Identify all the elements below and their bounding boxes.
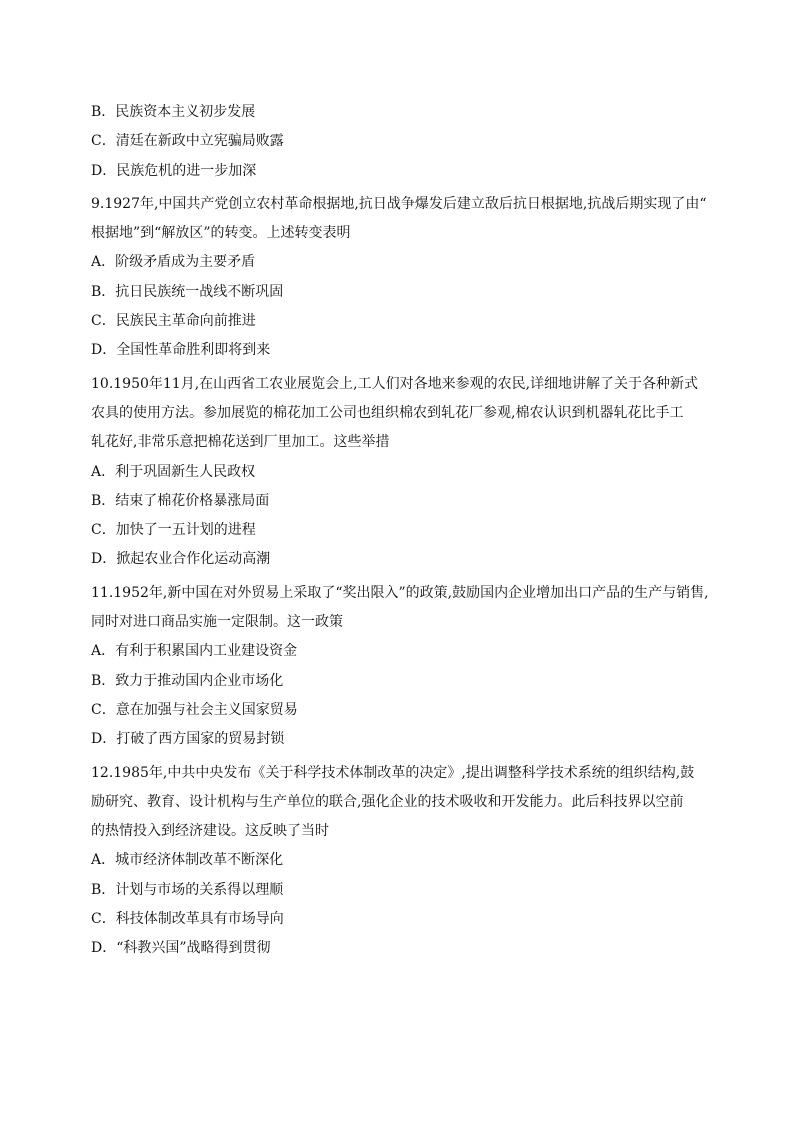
question-12-option-d: D．“科教兴国”战略得到贯彻 <box>91 940 271 957</box>
question-11-option-b: B．致力于推动国内企业市场化 <box>91 672 284 689</box>
question-9-option-a: A．阶级矛盾成为主要矛盾 <box>91 254 256 271</box>
question-11-stem-line-1: 11.1952年,新中国在对外贸易上采取了“奖出限入”的政策,鼓励国内企业增加出口产品的生产与销售, <box>91 584 709 601</box>
question-9-option-b: B．抗日民族统一战线不断巩固 <box>91 283 284 300</box>
question-9-stem-line-2: 根据地”到“解放区”的转变。上述转变表明 <box>91 225 351 242</box>
question-10-option-a: A．利于巩固新生人民政权 <box>91 463 256 480</box>
question-11-block <box>91 579 734 755</box>
question-9-stem-line-1: 9.1927年,中国共产党创立农村革命根据地,抗日战争爆发后建立敌后抗日根据地,抗战后期实现了由“ <box>91 195 707 212</box>
question-8-block <box>91 98 734 186</box>
question-11-option-d: D．打破了西方国家的贸易封锁 <box>91 731 285 748</box>
question-12-option-b: B．计划与市场的关系得以理顺 <box>91 881 284 898</box>
question-8-option-c: C．清廷在新政中立宪骗局败露 <box>91 133 284 150</box>
question-10-stem-line-1: 10.1950年11月,在山西省工农业展览会上,工人们对各地来参观的农民,详细地讲解了关于各种新式 <box>91 375 699 392</box>
question-12-block <box>91 759 734 964</box>
question-10-block <box>91 370 734 575</box>
question-8-option-b: B．民族资本主义初步发展 <box>91 104 256 120</box>
question-12-option-c: C．科技体制改革具有市场导向 <box>91 911 284 928</box>
question-11-option-a: A．有利于积累国内工业建设资金 <box>91 643 298 660</box>
question-10-stem-line-2: 农具的使用方法。参加展览的棉花加工公司也组织棉农到轧花厂参观,棉农认识到机器轧花比手工 <box>91 404 684 421</box>
question-12-stem-line-3: 的热情投入到经济建设。这反映了当时 <box>91 823 329 840</box>
question-10-option-b: B．结束了棉花价格暴涨局面 <box>91 492 270 509</box>
question-9-block <box>91 190 734 366</box>
question-10-option-c: C．加快了一五计划的进程 <box>91 522 256 539</box>
question-10-option-d: D．掀起农业合作化运动高潮 <box>91 551 271 568</box>
question-11-stem-line-2: 同时对进口商品实施一定限制。这一政策 <box>91 614 343 631</box>
question-12-stem-line-1: 12.1985年,中共中央发布《关于科学技术体制改革的决定》,提出调整科学技术系统的组织结构,鼓 <box>91 764 695 781</box>
question-9-option-d: D．全国性革命胜利即将到来 <box>91 342 271 359</box>
question-8-option-d: D．民族危机的进一步加深 <box>91 162 257 179</box>
question-9-option-c: C．民族民主革命向前推进 <box>91 313 256 330</box>
question-10-stem-line-3: 轧花好,非常乐意把棉花送到厂里加工。这些举措 <box>91 434 390 451</box>
question-11-option-c: C．意在加强与社会主义国家贸易 <box>91 701 298 718</box>
question-12-option-a: A．城市经济体制改革不断深化 <box>91 852 284 869</box>
question-12-stem-line-2: 励研究、教育、设计机构与生产单位的联合,强化企业的技术吸收和开发能力。此后科技界以空前 <box>91 793 684 810</box>
